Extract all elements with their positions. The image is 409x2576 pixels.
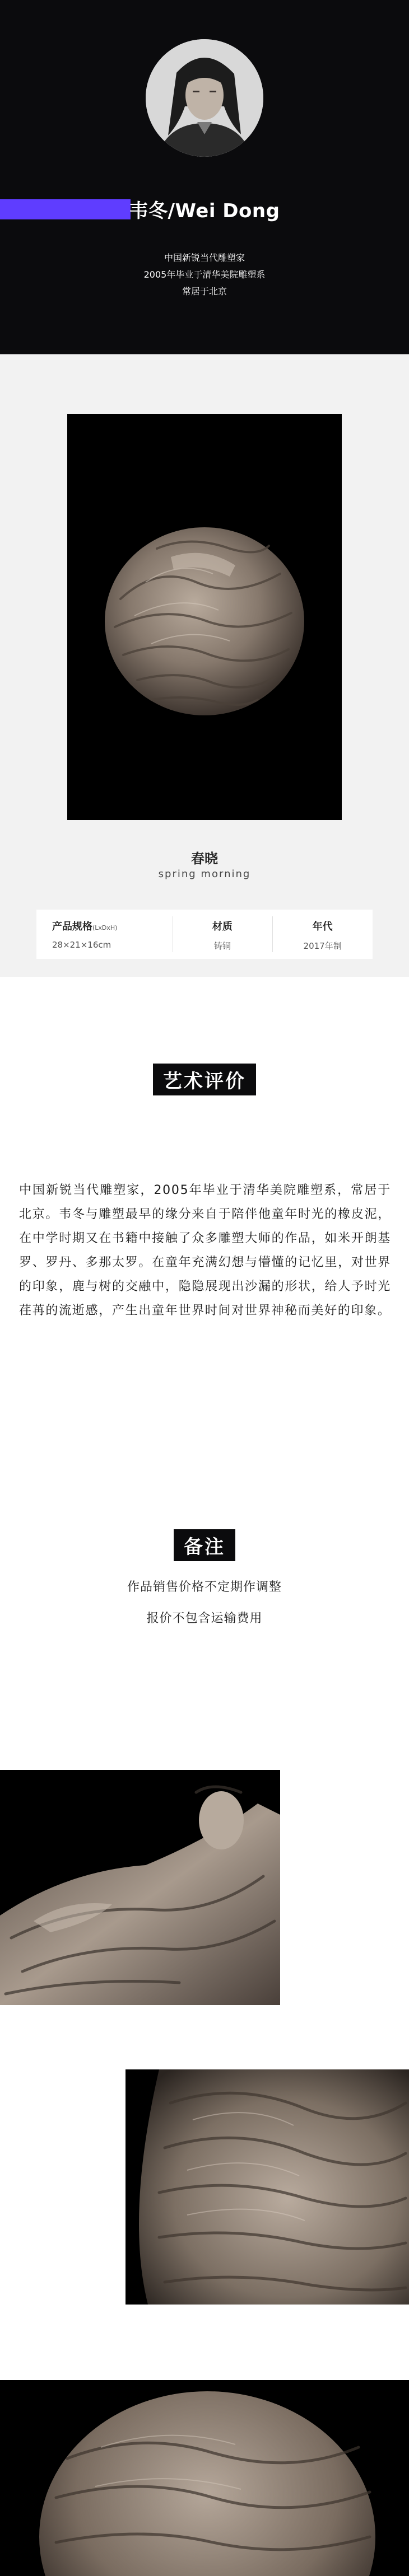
bio-line: 2005年毕业于清华美院雕塑系 — [143, 269, 266, 280]
artist-header — [0, 0, 409, 354]
sculpture-photo[interactable] — [67, 414, 342, 820]
spec-label-suffix: (LxDxH) — [92, 924, 118, 931]
artist-name: 韦冬/Wei Dong — [129, 200, 280, 222]
spec-card — [36, 910, 373, 959]
artwork-section — [0, 354, 409, 977]
note-line: 报价不包含运输费用 — [146, 1612, 263, 1626]
artist-bio — [0, 250, 409, 300]
spec-value: 28×21×16cm — [52, 940, 111, 950]
review-heading — [0, 1064, 409, 1095]
artwork-title: 春晓 — [191, 851, 218, 867]
artist-avatar — [146, 39, 263, 157]
spec-material — [173, 910, 273, 959]
review-text: 中国新锐当代雕塑家，2005年毕业于清华美院雕塑系，常居于北京。韦冬与雕塑最早的缘分来自于陪伴他童年时光的橡皮泥，在中学时期又在书籍中接触了众多雕塑大师的作品，如米开朗基罗、罗丹、多那太罗。在童年充满幻想与懵懂的记忆里，对世界的印象，鹿与树的交融中，隐隐展现出沙漏的形状，给人予时光荏苒的流逝感，产生出童年世界时间对世界神秘而美好的印象。 — [19, 1183, 391, 1318]
detail-photo-figure[interactable] — [0, 1770, 280, 2005]
spec-label: 年代 — [312, 921, 333, 933]
spec-label: 材质 — [212, 921, 233, 933]
note-line: 作品销售价格不定期作调整 — [127, 1580, 282, 1594]
spec-label: 产品规格 — [52, 921, 92, 933]
spec-size — [36, 910, 173, 959]
review-heading-text: 艺术评价 — [153, 1064, 256, 1095]
artwork-subtitle: spring morning — [158, 868, 251, 880]
detail-photo-texture[interactable] — [126, 2069, 409, 2305]
spec-value: 铸铜 — [213, 941, 231, 951]
notes-heading-text: 备注 — [174, 1529, 235, 1561]
spec-year — [272, 910, 373, 959]
detail-photo-side[interactable] — [0, 2380, 409, 2576]
bio-line: 中国新锐当代雕塑家 — [164, 252, 245, 263]
bio-line: 常居于北京 — [182, 286, 227, 297]
notes-heading — [0, 1529, 409, 1561]
spec-value: 2017年制 — [303, 941, 342, 951]
